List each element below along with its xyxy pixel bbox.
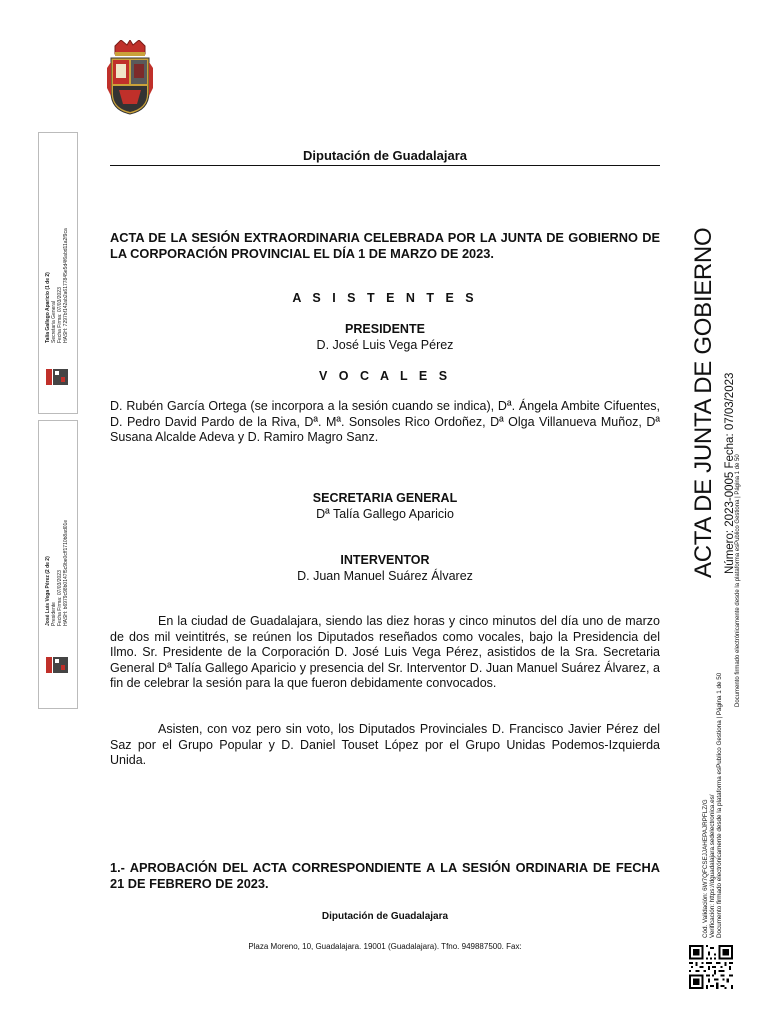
opening-paragraph: En la ciudad de Guadalajara, siendo las diez horas y cinco minutos del día uno de marzo de dos mil veintitrés, se reúnen los Diputados reseñados como vocales, bajo la Presidencia del Ilmo. Sr. Presidente de la Corporación D. José Luis Vega Pérez, asistidos de la Sra. Secretaria General Dª Talía Gallego Aparicio y presencia del Sr. Interventor D. Juan Manuel Suárez Álvarez, a fin de celebrar la sesión para la que fueron debidamente convocados. xyxy=(110,614,660,690)
signature-box-1 xyxy=(38,132,78,414)
signature-1-hash: HASH: 7297bf142ab2a6177845e5d4f6abd11a2f9ca xyxy=(63,228,69,343)
validation-note: Documento firmado electrónicamente desde la plataforma esPublico Gestiona | Página 1 de 50 xyxy=(716,672,724,938)
validation-text xyxy=(702,673,724,938)
qr-code-icon xyxy=(689,945,733,989)
signature-2-role: Presidente xyxy=(51,602,57,626)
interventor-label: INTERVENTOR xyxy=(340,553,430,567)
signature-2-text xyxy=(45,520,69,626)
signature-2-name: José Luis Vega Pérez (2 de 2) xyxy=(45,556,51,626)
footer-organization: Diputación de Guadalajara xyxy=(321,911,449,922)
signature-1-name: Talía Gallego Aparicio (1 de 2) xyxy=(45,272,51,343)
signature-1-date: Fecha Firma: 07/03/2023 xyxy=(57,287,63,343)
signature-2-hash: HASH: b6979c98b0147f5c9be0cff1710b8ad01e xyxy=(63,519,69,626)
acta-title: ACTA DE LA SESIÓN EXTRAORDINARIA CELEBRADA POR LA JUNTA DE GOBIERNO DE LA CORPORACIÓN PROVINCIAL EL DÍA 1 DE MARZO DE 2023. xyxy=(110,230,660,261)
header-organization: Diputación de Guadalajara xyxy=(303,148,467,163)
presidente-name: D. José Luis Vega Pérez xyxy=(316,338,454,352)
secretaria-name: Dª Talía Gallego Aparicio xyxy=(316,507,454,521)
secretaria-label: SECRETARIA GENERAL xyxy=(312,491,458,505)
agenda-item-1: 1.- APROBACIÓN DEL ACTA CORRESPONDIENTE A LA SESIÓN ORDINARIA DE FECHA 21 DE FEBRERO DE 2023. xyxy=(110,860,660,891)
vocales-list: D. Rubén García Ortega (se incorpora a la sesión cuando se indica), Dª. Ángela Ambite Cifuentes, D. Pedro David Pardo de la Riva, Dª. Mª. Sonsoles Rico Ordoñez, Dª Olga Villanueva Muñoz, Dª Susana Alcalde Adeva y D. Ramiro Magro Sanz. xyxy=(110,399,660,444)
asistentes-heading: A S I S T E N T E S xyxy=(292,291,478,305)
header-divider xyxy=(110,165,660,166)
interventor-name: D. Juan Manuel Suárez Álvarez xyxy=(297,569,473,583)
stamp-title: ACTA DE JUNTA DE GOBIERNO xyxy=(690,227,717,578)
signature-1-role: Secretaria General xyxy=(51,301,57,343)
vocales-heading: V O C A L E S xyxy=(318,369,452,383)
validation-code: Cód. Validación: 6W7QFCSEJJAHEPAJRPFLZ/G xyxy=(702,799,709,938)
coat-of-arms-logo xyxy=(107,40,153,116)
signature-seal-icon xyxy=(46,369,68,385)
stamp-page-info: Documento firmado electrónicamente desde la plataforma esPublico Gestiona | Página 1 de 50 xyxy=(735,454,741,707)
stamp-number-date: Número: 2023-0005 Fecha: 07/03/2023 xyxy=(724,372,736,574)
signature-box-2 xyxy=(38,420,78,709)
footer-address: Plaza Moreno, 10, Guadalajara. 19001 (Guadalajara). Tfno. 949887500. Fax: xyxy=(248,942,522,951)
attendance-paragraph: Asisten, con voz pero sin voto, los Diputados Provinciales D. Francisco Javier Pérez del Saz por el Grupo Popular y D. Daniel Touset López por el Grupo Unidas Podemos-Izquierda Unida. xyxy=(110,722,660,767)
validation-url: Verificación: https://dguadalajara.sedelectronica.es/ xyxy=(709,794,717,938)
signature-seal-icon xyxy=(46,657,68,673)
signature-1-text xyxy=(45,228,69,343)
presidente-label: PRESIDENTE xyxy=(345,322,425,336)
signature-2-date: Fecha Firma: 07/03/2023 xyxy=(57,570,63,626)
